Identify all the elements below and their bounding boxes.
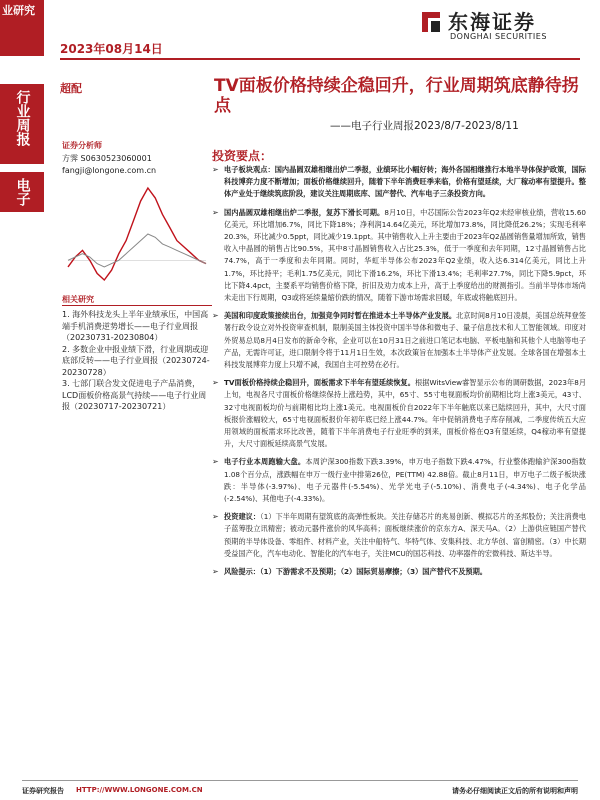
rating-label: 超配 <box>60 82 82 95</box>
arrow-bullet-icon: ➢ <box>212 512 219 522</box>
related-heading: 相关研究 <box>62 295 94 304</box>
logo-english: DONGHAI SECURITIES <box>450 32 547 41</box>
page-header <box>0 0 600 60</box>
report-title: TV面板价格持续企稳回升，行业周期筑底静待拐点 <box>214 76 579 116</box>
footer-left: 证券研究报告 <box>22 787 64 795</box>
key-point: ➢ 电子行业本周跑输大盘。本周沪深300指数下跌3.39%，申万电子指数下跌4.47%，行业整体跑输沪深300指数1.08个百分点，涨跌幅在申万一级行业中排第26位，PE(TTM) 42.88倍。截止8月11日，申万电子二级子板块涨跌：半导体(-3.97%)、电子元器件(-5.54%)、光学光电子(-5.10%)、消费电子(-4.34%)、电子化学品(-2.54%)、其他电子(-4.33%)。 <box>212 457 586 504</box>
company-logo <box>418 6 578 46</box>
key-points-heading: 投资要点： <box>212 149 273 163</box>
key-point: ➢ 国内晶圆双雄相继出炉二季报，复苏下滑长可期。8月10日，中芯国际公告2023年Q2未经审核业绩，营收15.60亿美元，环比增加6.7%，同比下降18%；净利润14.64亿美元，环比增加73.8%，同比降低26.2%；实现毛利率20.3%，环比减少0.5ppt，同比减少19.1ppt。其中销售收入上升主要由于2023年Q2晶圆销售量增加所致，销售收入中晶圆的销售占比90.5%，其中8寸晶圆销售收入占比25.3%，低于一季度和去年同期，12寸晶圆销售占比74.7%，高于一季度和去年同期。同时，华虹半导体公布2023年Q2业绩，收入达6.314亿美元，同比上升1.7%，环比持平；毛利1.75亿美元，同比下滑16.2%，环比下滑13.4%；毛利率27.7%，同比下降5.9pct，环比下降4.4pct，主要系平均销售价格下降，折旧及劝力成本上升，高于上季度给出的财测指引。当前半导体市场尚未走出下行周期，Q3或将延续量缩价跌的情况，随着下游市场需求回暖，年底或将触底回升。 <box>212 207 586 303</box>
key-point: ➢ 风险提示：（1）下游需求不及预期；（2）国际贸易摩擦；（3）国产替代不及预期。 <box>212 566 586 578</box>
arrow-bullet-icon: ➢ <box>212 378 219 388</box>
logo-icon <box>418 8 444 36</box>
chart-series-line <box>68 188 206 280</box>
related-list <box>62 309 210 413</box>
side-tab-report-type <box>0 84 44 164</box>
report-subtitle: ——电子行业周报2023/8/7-2023/8/11 <box>330 120 519 132</box>
logo-chinese: 东海证券 <box>448 10 536 34</box>
side-tab-sector-label: 电子 <box>14 178 31 206</box>
arrow-bullet-icon: ➢ <box>212 165 219 174</box>
key-point: ➢ TV面板价格持续企稳回升，面板需求下半年有望延续恢复。根据WitsView睿智显示公布的调研数据，2023年8月上旬，电视各尺寸面板价格继续保持上涨趋势，其中，65寸、55寸电视面板均价前期相比均上涨3美元，43寸、32寸电视面板均价与前期相比均上涨1美元。电视面板价自2022年下半年触底以来已陆续回升，其中，大尺寸面板报价涨幅较大，65寸电视面板报价年初年底已经上涨44.7%。年中促销消费电子库存削减，二季度传统五大应用领域的面板需求环比改善，随着下半年消费电子行业旺季的到来，面板价格在Q3有望延续，Q4稼动率有望提升，大尺寸面板延续高景气发展。 <box>212 378 587 449</box>
header-divider <box>60 58 580 60</box>
key-point: ➢ 电子板块观点：国内晶圆双雄相继出炉二季报，业绩环比小幅好转；海外各国相继推行本地半导体保护政策，国际科技博弈力度不断增加；面板价格继续回升，随着下半年消费旺季来临，价格有望延续，大厂稼动率有望提升。整体产业处于继续筑底阶段，建议关注周期底库、国产替代、汽车电子三条投资方向。 <box>212 165 586 199</box>
performance-chart <box>62 180 212 290</box>
arrow-bullet-icon: ➢ <box>212 311 219 321</box>
side-tab-report-type-label: 行业周报 <box>14 90 31 146</box>
footer-url[interactable]: HTTP://WWW.LONGONE.COM.CN <box>76 786 203 794</box>
corner-label: 业研究 <box>0 0 44 56</box>
arrow-bullet-icon: ➢ <box>212 207 219 217</box>
related-divider <box>62 305 212 306</box>
key-point: ➢ 美国和印度政策接续出台，加强竞争同时暂在推进本土半导体产业发展。北京时间8月10日凌晨，美国总统拜登签署行政令设立对外投资审查机制，限制美国主体投资中国半导体和微电子、量子信息技术和人工智能领域。印度对外贸易总局8月4日发布的新命令称，企业可以在10月31日之前进口笔记本电脑、平板电脑和其他个人电脑等电子产品，无需许可证，进口限制令将于11月1日生效，本次政策旨在加强本土半导体产业发展。全球各国在增强本土科技发展博弈力度上只增不减，我国自主可控势在必行。 <box>212 311 586 370</box>
analyst-heading: 证券分析师 <box>62 141 102 150</box>
key-points-body <box>212 164 586 578</box>
analyst-email[interactable]: fangji@longone.com.cn <box>62 166 157 175</box>
arrow-bullet-icon: ➢ <box>212 567 219 577</box>
related-item[interactable]: 1. 海外科技龙头上半年业绩承压，中国高端手机消费逆势增长——电子行业周报（20230731-20230804） <box>62 310 209 342</box>
related-item[interactable]: 3. 七部门联合发文促进电子产品消费，LCD面板价格高景气持续——电子行业周报（20230717-20230721） <box>62 379 207 411</box>
chart-series-line <box>68 234 206 267</box>
key-point: ➢ 投资建议：（1）下半年周期有望筑底的高弹性板块。关注存储芯片的兆易创新、模拟芯片的圣邦股份；关注消费电子蓝筹股立讯精密；被动元器件涨价的风华高科；面板继续涨价的京东方A、深天马A。（2）上游供应链国产替代预期的半导体设备、零组件、材料产业，关注中船特气、华特气体、安集科技、北方华创、富创精密。（3）中长期受益国产化，汽车电动化、智能化的汽车电子，关注MCU的国芯科技、功率器件的宏微科技、斯达半导。 <box>212 512 586 558</box>
footer-disclaimer: 请务必仔细阅读正文后的所有说明和声明 <box>452 787 578 795</box>
related-item[interactable]: 2. 多数企业中报业绩下滑，行业周期或迎底部反转——电子行业周报（20230724-20230728） <box>62 344 210 377</box>
side-tab-sector <box>0 172 44 212</box>
footer-divider <box>22 780 578 781</box>
analyst-name: 方霁 S0630523060001 <box>62 154 152 163</box>
arrow-bullet-icon: ➢ <box>212 457 219 467</box>
report-date: 2023年08月14日 <box>60 42 163 56</box>
